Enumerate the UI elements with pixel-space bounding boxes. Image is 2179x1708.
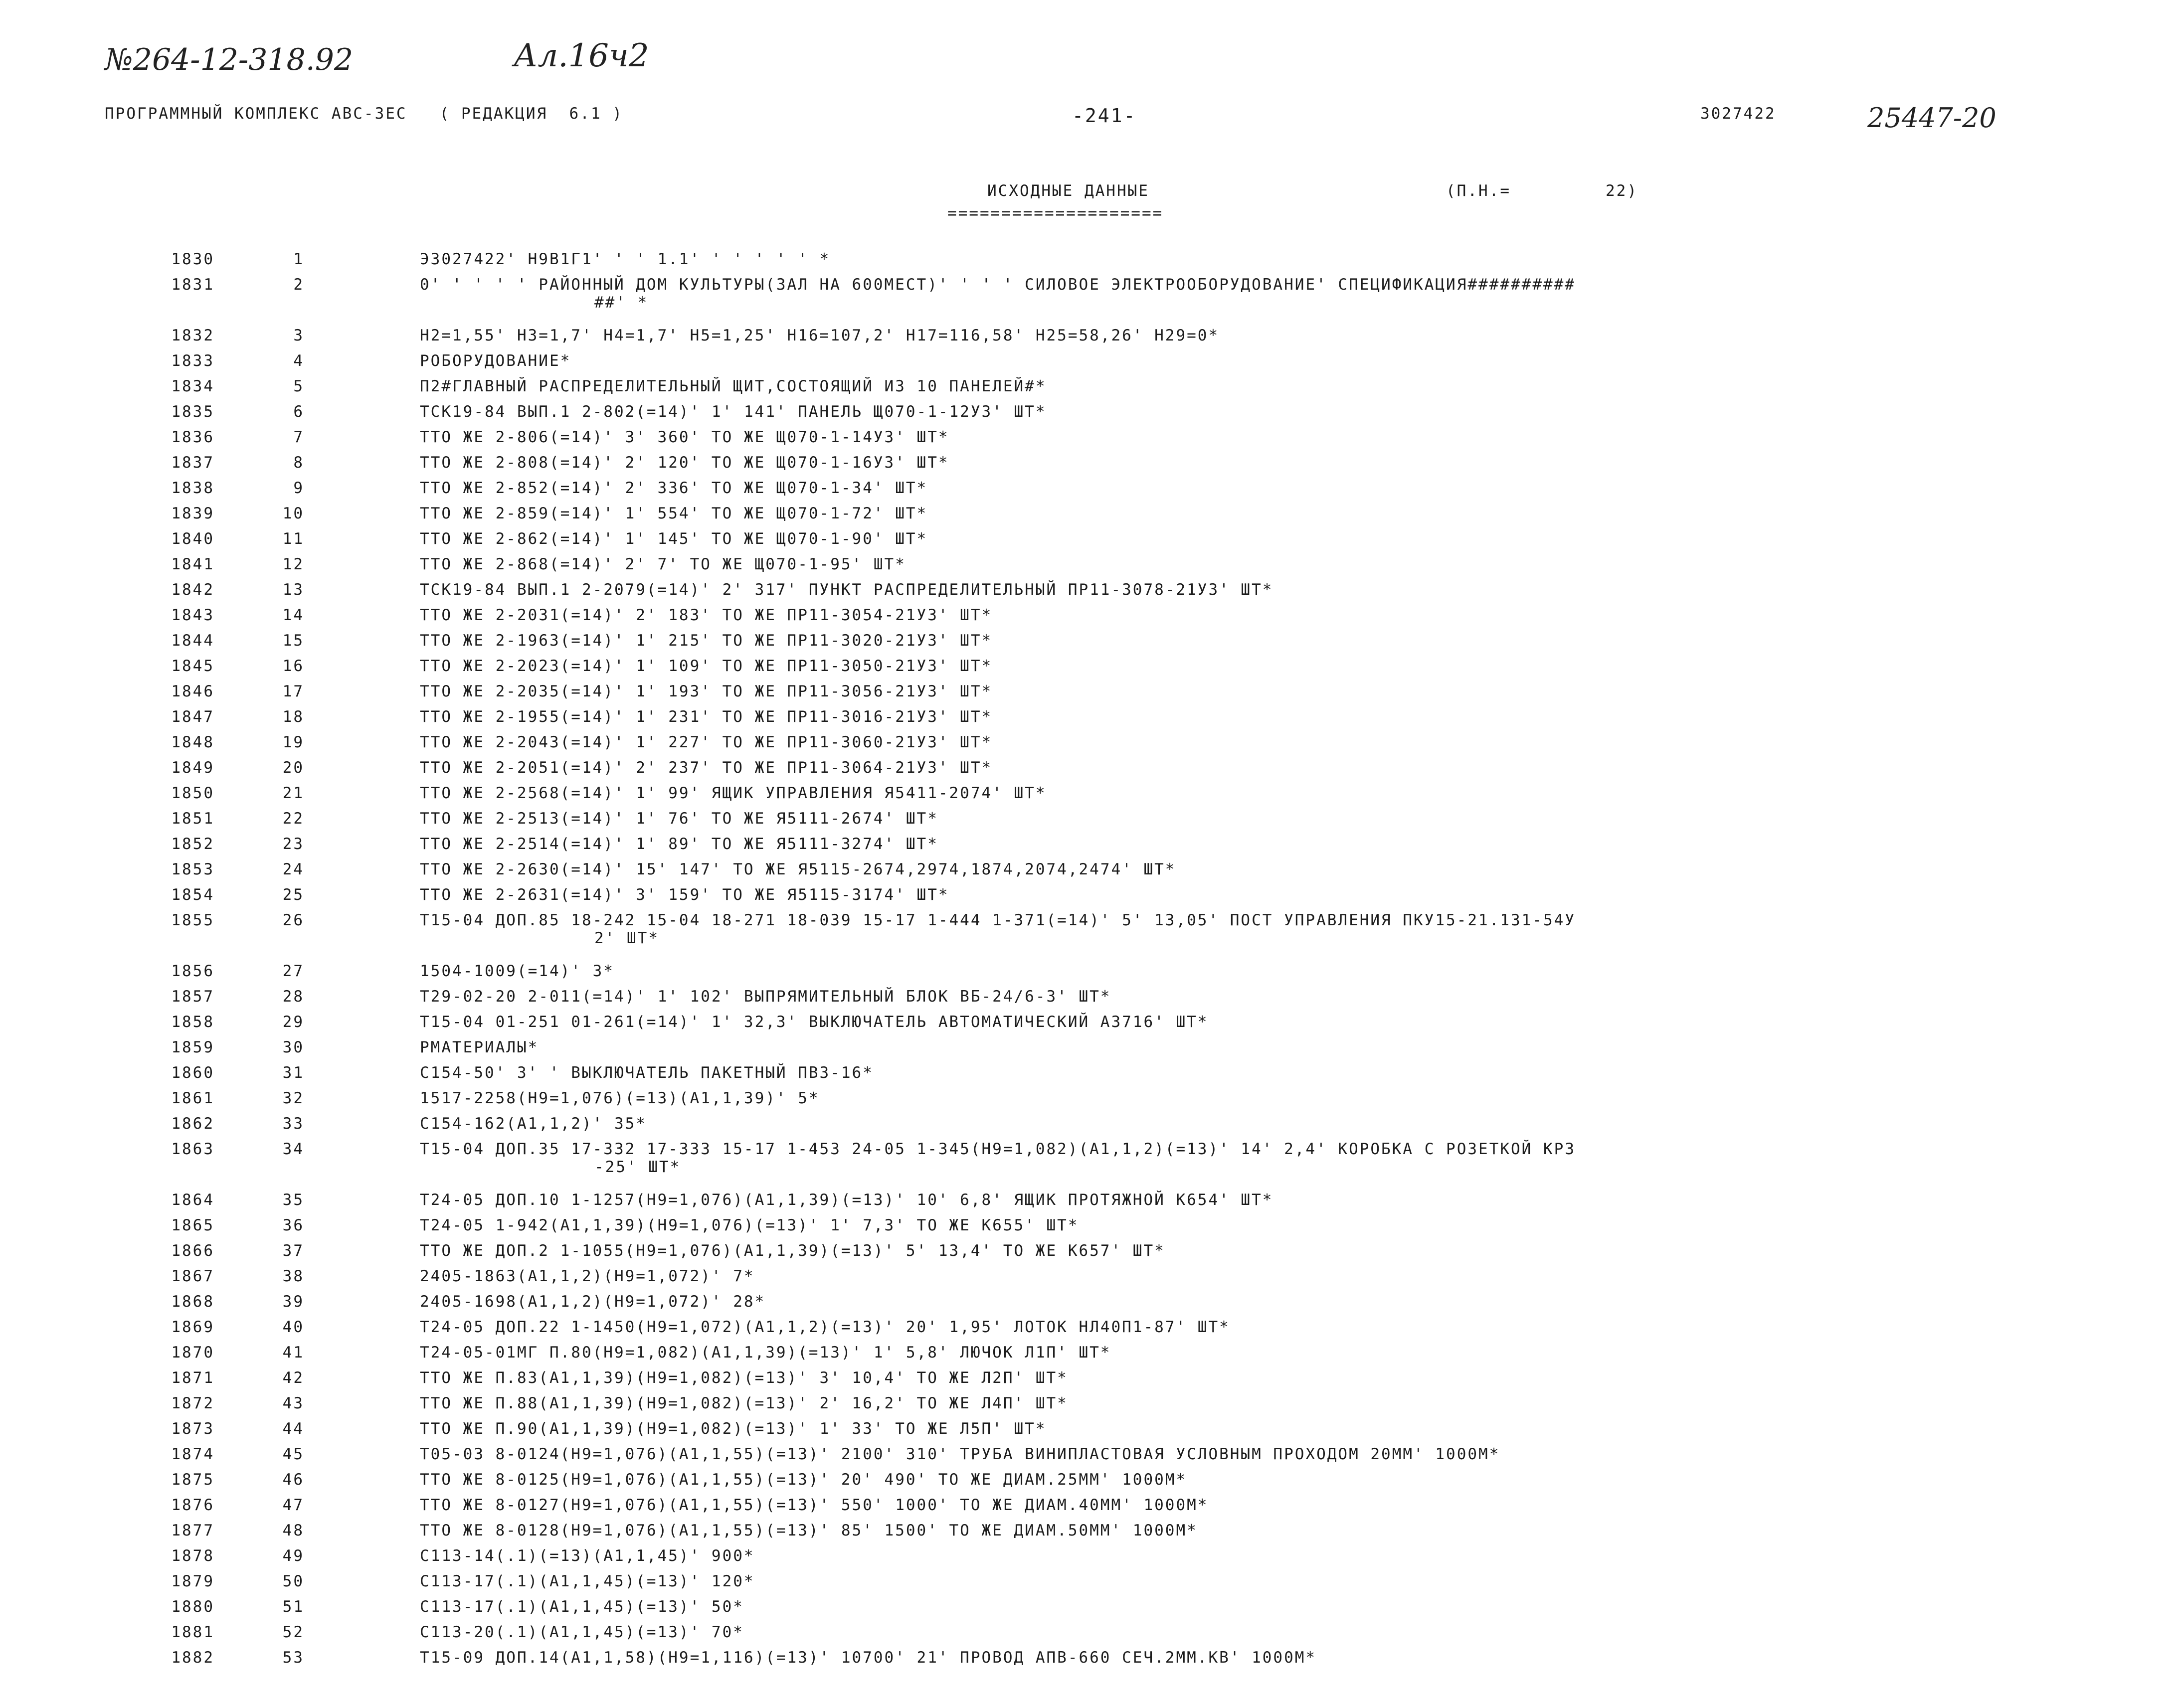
sequence-number: 4 (293, 352, 304, 370)
sequence-number: 21 (282, 784, 304, 802)
record-text (420, 1267, 2065, 1285)
sequence-number: 12 (282, 555, 304, 573)
listing-row (0, 784, 2179, 810)
listing-row (0, 860, 2179, 886)
record-text (420, 1089, 2065, 1107)
record-text (420, 759, 2065, 777)
line-number: 1842 (171, 581, 214, 599)
listing-row (0, 708, 2179, 733)
record-text-main: ТТО ЖЕ 2-2513(=14)' 1' 76' ТО ЖЕ Я5111-2674' ШТ* (420, 810, 938, 828)
listing-row (0, 1344, 2179, 1369)
listing-row (0, 886, 2179, 911)
record-text-continuation: -25' ШТ* (594, 1158, 681, 1176)
line-number: 1863 (171, 1140, 214, 1158)
listing-row (0, 1318, 2179, 1344)
line-number: 1859 (171, 1038, 214, 1056)
record-text (420, 835, 2065, 853)
line-number: 1877 (171, 1522, 214, 1539)
line-number: 1869 (171, 1318, 214, 1336)
line-number: 1860 (171, 1064, 214, 1082)
record-text-main: ТТО ЖЕ 2-862(=14)' 1' 145' ТО ЖЕ Щ070-1-90' ШТ* (420, 530, 928, 548)
line-number: 1844 (171, 632, 214, 650)
sequence-number: 14 (282, 606, 304, 624)
record-text-main: ТТО ЖЕ 2-2035(=14)' 1' 193' ТО ЖЕ ПР11-3056-21У3' ШТ* (420, 683, 993, 700)
record-text (420, 911, 2065, 947)
handwritten-doc-code: №264-12-318.92 (105, 42, 354, 77)
record-text-main: РМАТЕРИАЛЫ* (420, 1038, 539, 1056)
record-text (420, 1369, 2065, 1387)
line-number: 1873 (171, 1420, 214, 1438)
line-number: 1865 (171, 1216, 214, 1234)
listing-row (0, 1471, 2179, 1496)
line-number: 1879 (171, 1572, 214, 1590)
record-text (420, 708, 2065, 726)
listing-row (0, 1547, 2179, 1572)
line-number: 1858 (171, 1013, 214, 1031)
record-text (420, 428, 2065, 446)
listing-row (0, 1649, 2179, 1674)
record-text-main: С154-50' 3' ' ВЫКЛЮЧАТЕЛЬ ПАКЕТНЫЙ ПВ3-16* (420, 1064, 874, 1082)
listing-row (0, 1115, 2179, 1140)
record-text-main: 2405-1698(А1,1,2)(Н9=1,072)' 28* (420, 1293, 766, 1311)
record-text-main: С113-17(.1)(А1,1,45)(=13)' 50* (420, 1598, 744, 1616)
sequence-number: 31 (282, 1064, 304, 1082)
line-number: 1845 (171, 657, 214, 675)
page-ref-value: 22) (1606, 182, 1638, 200)
listing-row (0, 530, 2179, 555)
sequence-number: 42 (282, 1369, 304, 1387)
line-number: 1841 (171, 555, 214, 573)
sequence-number: 49 (282, 1547, 304, 1565)
sequence-number: 33 (282, 1115, 304, 1133)
record-text-main: Т15-04 ДОП.85 18-242 15-04 18-271 18-039 15-17 1-444 1-371(=14)' 5' 13,05' ПОСТ УПРАВЛЕНИЯ ПКУ15-21.131-54У (420, 911, 1576, 929)
listing-row (0, 581, 2179, 606)
listing-row (0, 505, 2179, 530)
sequence-number: 36 (282, 1216, 304, 1234)
record-text-main: ТТО ЖЕ 2-2043(=14)' 1' 227' ТО ЖЕ ПР11-3060-21У3' ШТ* (420, 733, 993, 751)
record-text (420, 1293, 2065, 1311)
listing-row (0, 1496, 2179, 1522)
listing-row (0, 403, 2179, 428)
record-text (420, 327, 2065, 344)
record-text-main: 2405-1863(А1,1,2)(Н9=1,072)' 7* (420, 1267, 755, 1285)
record-text-main: С113-14(.1)(=13)(А1,1,45)' 900* (420, 1547, 755, 1565)
listing-row (0, 1242, 2179, 1267)
listing-row (0, 1420, 2179, 1445)
line-number: 1838 (171, 479, 214, 497)
listing-row (0, 632, 2179, 657)
record-text (420, 1420, 2065, 1438)
line-number: 1848 (171, 733, 214, 751)
line-number: 1856 (171, 962, 214, 980)
listing-row (0, 1522, 2179, 1547)
record-text-main: ТТО ЖЕ 2-808(=14)' 2' 120' ТО ЖЕ Щ070-1-16У3' ШТ* (420, 454, 949, 472)
line-number: 1847 (171, 708, 214, 726)
record-text (420, 1318, 2065, 1336)
line-number: 1849 (171, 759, 214, 777)
listing-row (0, 1216, 2179, 1242)
line-number: 1851 (171, 810, 214, 828)
sequence-number: 25 (282, 886, 304, 904)
sequence-number: 45 (282, 1445, 304, 1463)
record-text-main: Т15-09 ДОП.14(А1,1,58)(Н9=1,116)(=13)' 10700' 21' ПРОВОД АПВ-660 СЕЧ.2ММ.КВ' 1000М* (420, 1649, 1317, 1667)
record-text-main: ТТО ЖЕ 2-2023(=14)' 1' 109' ТО ЖЕ ПР11-3050-21У3' ШТ* (420, 657, 993, 675)
line-number: 1835 (171, 403, 214, 421)
record-text (420, 1623, 2065, 1641)
sequence-number: 16 (282, 657, 304, 675)
record-text (420, 886, 2065, 904)
sequence-number: 8 (293, 454, 304, 472)
sequence-number: 27 (282, 962, 304, 980)
record-text (420, 988, 2065, 1006)
listing-row (0, 1064, 2179, 1089)
sequence-number: 13 (282, 581, 304, 599)
line-number: 1850 (171, 784, 214, 802)
record-text (420, 962, 2065, 980)
record-text-main: Э3027422' Н9В1Г1' ' ' 1.1' ' ' ' ' ' * (420, 250, 831, 268)
line-number: 1832 (171, 327, 214, 344)
listing-row (0, 683, 2179, 708)
record-text (420, 683, 2065, 700)
line-number: 1867 (171, 1267, 214, 1285)
record-text-main: ТСК19-84 ВЫП.1 2-802(=14)' 1' 141' ПАНЕЛЬ Щ070-1-12У3' ШТ* (420, 403, 1047, 421)
record-text-main: ТТО ЖЕ 8-0125(Н9=1,076)(А1,1,55)(=13)' 20' 490' ТО ЖЕ ДИАМ.25ММ' 1000М* (420, 1471, 1187, 1489)
line-number: 1839 (171, 505, 214, 522)
record-text (420, 1344, 2065, 1362)
record-text (420, 1522, 2065, 1539)
sequence-number: 10 (282, 505, 304, 522)
listing-row (0, 555, 2179, 581)
record-text (420, 555, 2065, 573)
listing-row (0, 1013, 2179, 1038)
sequence-number: 43 (282, 1394, 304, 1412)
listing-row (0, 1140, 2179, 1191)
line-number: 1864 (171, 1191, 214, 1209)
sequence-number: 24 (282, 860, 304, 878)
listing-row (0, 988, 2179, 1013)
listing-row (0, 1445, 2179, 1471)
listing-row (0, 810, 2179, 835)
listing-row (0, 250, 2179, 276)
listing-row (0, 454, 2179, 479)
handwritten-page-code: 25447-20 (1867, 102, 1997, 134)
line-number: 1852 (171, 835, 214, 853)
sequence-number: 46 (282, 1471, 304, 1489)
record-text (420, 1572, 2065, 1590)
listing-row (0, 606, 2179, 632)
line-number: 1881 (171, 1623, 214, 1641)
sequence-number: 35 (282, 1191, 304, 1209)
record-text (420, 581, 2065, 599)
record-text-main: Т29-02-20 2-011(=14)' 1' 102' ВЫПРЯМИТЕЛЬНЫЙ БЛОК ВБ-24/6-3' ШТ* (420, 988, 1111, 1006)
record-text-main: П2#ГЛАВНЫЙ РАСПРЕДЕЛИТЕЛЬНЫЙ ЩИТ,СОСТОЯЩИЙ ИЗ 10 ПАНЕЛЕЙ#* (420, 377, 1047, 395)
record-text (420, 1649, 2065, 1667)
listing-row (0, 1369, 2179, 1394)
record-text (420, 1394, 2065, 1412)
record-text-main: ТТО ЖЕ П.83(А1,1,39)(Н9=1,082)(=13)' 3' 10,4' ТО ЖЕ Л2П' ШТ* (420, 1369, 1068, 1387)
sequence-number: 18 (282, 708, 304, 726)
line-number: 1866 (171, 1242, 214, 1260)
listing-row (0, 276, 2179, 327)
record-text-main: С154-162(А1,1,2)' 35* (420, 1115, 647, 1133)
sequence-number: 19 (282, 733, 304, 751)
record-text (420, 276, 2065, 312)
line-number: 1831 (171, 276, 214, 294)
record-text (420, 1038, 2065, 1056)
record-text-main: ТТО ЖЕ 2-852(=14)' 2' 336' ТО ЖЕ Щ070-1-34' ШТ* (420, 479, 928, 497)
sequence-number: 28 (282, 988, 304, 1006)
section-title: ИСХОДНЫЕ ДАННЫЕ (987, 182, 1149, 200)
sequence-number: 20 (282, 759, 304, 777)
sequence-number: 34 (282, 1140, 304, 1158)
sequence-number: 2 (293, 276, 304, 294)
record-text-main: ТТО ЖЕ 2-2631(=14)' 3' 159' ТО ЖЕ Я5115-3174' ШТ* (420, 886, 949, 904)
record-text (420, 1496, 2065, 1514)
sequence-number: 48 (282, 1522, 304, 1539)
record-text (420, 810, 2065, 828)
record-text-main: 1504-1009(=14)' 3* (420, 962, 614, 980)
page-number: -241- (1072, 105, 1137, 127)
listing-row (0, 1267, 2179, 1293)
record-text (420, 250, 2065, 268)
line-number: 1882 (171, 1649, 214, 1667)
listing-row (0, 962, 2179, 988)
record-text (420, 1598, 2065, 1616)
record-text (420, 1013, 2065, 1031)
listing-row (0, 377, 2179, 403)
listing-row (0, 479, 2179, 505)
record-text-main: ТТО ЖЕ ДОП.2 1-1055(Н9=1,076)(А1,1,39)(=13)' 5' 13,4' ТО ЖЕ К657' ШТ* (420, 1242, 1165, 1260)
record-text (420, 505, 2065, 522)
sequence-number: 17 (282, 683, 304, 700)
record-text (420, 1445, 2065, 1463)
record-text-main: 1517-2258(Н9=1,076)(=13)(А1,1,39)' 5* (420, 1089, 820, 1107)
record-text (420, 1471, 2065, 1489)
record-text-continuation: 2' ШТ* (594, 929, 659, 947)
line-number: 1840 (171, 530, 214, 548)
line-number: 1855 (171, 911, 214, 929)
sequence-number: 38 (282, 1267, 304, 1285)
listing-row (0, 1293, 2179, 1318)
line-number: 1862 (171, 1115, 214, 1133)
line-number: 1836 (171, 428, 214, 446)
record-text-main: ТТО ЖЕ 8-0128(Н9=1,076)(А1,1,55)(=13)' 85' 1500' ТО ЖЕ ДИАМ.50ММ' 1000М* (420, 1522, 1198, 1539)
record-text-main: ТТО ЖЕ 2-2630(=14)' 15' 147' ТО ЖЕ Я5115-2674,2974,1874,2074,2474' ШТ* (420, 860, 1176, 878)
record-text-main: ТТО ЖЕ 2-806(=14)' 3' 360' ТО ЖЕ Щ070-1-14У3' ШТ* (420, 428, 949, 446)
line-number: 1880 (171, 1598, 214, 1616)
sequence-number: 26 (282, 911, 304, 929)
line-number: 1871 (171, 1369, 214, 1387)
line-number: 1875 (171, 1471, 214, 1489)
sequence-number: 40 (282, 1318, 304, 1336)
doc-number: 3027422 (1700, 105, 1776, 123)
record-text-main: ТТО ЖЕ 8-0127(Н9=1,076)(А1,1,55)(=13)' 550' 1000' ТО ЖЕ ДИАМ.40ММ' 1000М* (420, 1496, 1209, 1514)
listing-rows (0, 250, 2179, 1674)
record-text (420, 377, 2065, 395)
record-text-main: ТТО ЖЕ 2-1955(=14)' 1' 231' ТО ЖЕ ПР11-3016-21У3' ШТ* (420, 708, 993, 726)
record-text (420, 606, 2065, 624)
line-number: 1878 (171, 1547, 214, 1565)
record-text (420, 352, 2065, 370)
record-text-main: Н2=1,55' Н3=1,7' Н4=1,7' Н5=1,25' Н16=107,2' Н17=116,58' Н25=58,26' Н29=0* (420, 327, 1220, 344)
listing-row (0, 759, 2179, 784)
record-text-main: ТТО ЖЕ 2-2514(=14)' 1' 89' ТО ЖЕ Я5111-3274' ШТ* (420, 835, 938, 853)
line-number: 1876 (171, 1496, 214, 1514)
sequence-number: 1 (293, 250, 304, 268)
listing-row (0, 657, 2179, 683)
record-text (420, 657, 2065, 675)
sequence-number: 22 (282, 810, 304, 828)
sequence-number: 30 (282, 1038, 304, 1056)
record-text-main: ТСК19-84 ВЫП.1 2-2079(=14)' 2' 317' ПУНКТ РАСПРЕДЕЛИТЕЛЬНЫЙ ПР11-3078-21У3' ШТ* (420, 581, 1273, 599)
record-text (420, 1064, 2065, 1082)
line-number: 1874 (171, 1445, 214, 1463)
sequence-number: 15 (282, 632, 304, 650)
record-text-main: Т24-05 ДОП.22 1-1450(Н9=1,072)(А1,1,2)(=13)' 20' 1,95' ЛОТОК НЛ40П1-87' ШТ* (420, 1318, 1230, 1336)
line-number: 1834 (171, 377, 214, 395)
record-text (420, 733, 2065, 751)
listing-row (0, 1089, 2179, 1115)
sequence-number: 41 (282, 1344, 304, 1362)
line-number: 1846 (171, 683, 214, 700)
record-text (420, 784, 2065, 802)
program-header: ПРОГРАММНЫЙ КОМПЛЕКС АВС-3ЕС ( РЕДАКЦИЯ 6.1 ) (105, 105, 623, 123)
sequence-number: 29 (282, 1013, 304, 1031)
listing-row (0, 835, 2179, 860)
sequence-number: 44 (282, 1420, 304, 1438)
record-text (420, 632, 2065, 650)
record-text (420, 403, 2065, 421)
record-text-main: 0' ' ' ' ' РАЙОННЫЙ ДОМ КУЛЬТУРЫ(ЗАЛ НА 600МЕСТ)' ' ' ' СИЛОВОЕ ЭЛЕКТРООБОРУДОВАНИЕ' СПЕЦИФИКАЦИЯ########## (420, 276, 1576, 294)
sequence-number: 5 (293, 377, 304, 395)
listing-row (0, 911, 2179, 962)
line-number: 1837 (171, 454, 214, 472)
line-number: 1868 (171, 1293, 214, 1311)
record-text (420, 860, 2065, 878)
record-text-main: С113-17(.1)(А1,1,45)(=13)' 120* (420, 1572, 755, 1590)
record-text-main: ТТО ЖЕ 2-859(=14)' 1' 554' ТО ЖЕ Щ070-1-72' ШТ* (420, 505, 928, 522)
record-text-main: ТТО ЖЕ 2-868(=14)' 2' 7' ТО ЖЕ Щ070-1-95' ШТ* (420, 555, 906, 573)
sequence-number: 37 (282, 1242, 304, 1260)
page-ref-label: (П.Н.= (1446, 182, 1511, 200)
record-text-main: ТТО ЖЕ 2-2051(=14)' 2' 237' ТО ЖЕ ПР11-3064-21У3' ШТ* (420, 759, 993, 777)
listing-row (0, 1394, 2179, 1420)
record-text (420, 1216, 2065, 1234)
line-number: 1843 (171, 606, 214, 624)
record-text-main: Т05-03 8-0124(Н9=1,076)(А1,1,55)(=13)' 2100' 310' ТРУБА ВИНИПЛАСТОВАЯ УСЛОВНЫМ ПРОХОДОМ 20ММ' 1000М* (420, 1445, 1500, 1463)
listing-row (0, 352, 2179, 377)
line-number: 1861 (171, 1089, 214, 1107)
record-text-main: Т15-04 01-251 01-261(=14)' 1' 32,3' ВЫКЛЮЧАТЕЛЬ АВТОМАТИЧЕСКИЙ А3716' ШТ* (420, 1013, 1209, 1031)
line-number: 1872 (171, 1394, 214, 1412)
sequence-number: 7 (293, 428, 304, 446)
record-text-main: ТТО ЖЕ П.90(А1,1,39)(Н9=1,082)(=13)' 1' 33' ТО ЖЕ Л5П' ШТ* (420, 1420, 1047, 1438)
listing-row (0, 1623, 2179, 1649)
sequence-number: 23 (282, 835, 304, 853)
sequence-number: 51 (282, 1598, 304, 1616)
line-number: 1854 (171, 886, 214, 904)
record-text-main: Т24-05 ДОП.10 1-1257(Н9=1,076)(А1,1,39)(=13)' 10' 6,8' ЯЩИК ПРОТЯЖНОЙ К654' ШТ* (420, 1191, 1273, 1209)
line-number: 1870 (171, 1344, 214, 1362)
listing-row (0, 327, 2179, 352)
sequence-number: 3 (293, 327, 304, 344)
line-number: 1853 (171, 860, 214, 878)
record-text-main: Т15-04 ДОП.35 17-332 17-333 15-17 1-453 24-05 1-345(Н9=1,082)(А1,1,2)(=13)' 14' 2,4' КОРОБКА С РОЗЕТКОЙ КР3 (420, 1140, 1576, 1158)
sequence-number: 52 (282, 1623, 304, 1641)
record-text-continuation: ##' * (594, 294, 649, 312)
sequence-number: 32 (282, 1089, 304, 1107)
listing-row (0, 1598, 2179, 1623)
sequence-number: 9 (293, 479, 304, 497)
listing-row (0, 733, 2179, 759)
section-title-underline: ==================== (947, 204, 1164, 222)
record-text-main: ТТО ЖЕ 2-2568(=14)' 1' 99' ЯЩИК УПРАВЛЕНИЯ Я5411-2074' ШТ* (420, 784, 1047, 802)
record-text-main: ТТО ЖЕ П.88(А1,1,39)(Н9=1,082)(=13)' 2' 16,2' ТО ЖЕ Л4П' ШТ* (420, 1394, 1068, 1412)
record-text (420, 1547, 2065, 1565)
record-text-main: ТТО ЖЕ 2-2031(=14)' 2' 183' ТО ЖЕ ПР11-3054-21У3' ШТ* (420, 606, 993, 624)
record-text (420, 479, 2065, 497)
record-text-main: Т24-05 1-942(А1,1,39)(Н9=1,076)(=13)' 1' 7,3' ТО ЖЕ К655' ШТ* (420, 1216, 1079, 1234)
record-text (420, 530, 2065, 548)
record-text-main: С113-20(.1)(А1,1,45)(=13)' 70* (420, 1623, 744, 1641)
record-text-main: Т24-05-01МГ П.80(Н9=1,082)(А1,1,39)(=13)' 1' 5,8' ЛЮЧОК Л1П' ШТ* (420, 1344, 1111, 1362)
listing-row (0, 1038, 2179, 1064)
record-text (420, 454, 2065, 472)
sequence-number: 50 (282, 1572, 304, 1590)
line-number: 1857 (171, 988, 214, 1006)
listing-row (0, 1572, 2179, 1598)
line-number: 1830 (171, 250, 214, 268)
sequence-number: 47 (282, 1496, 304, 1514)
line-number: 1833 (171, 352, 214, 370)
sequence-number: 39 (282, 1293, 304, 1311)
record-text (420, 1140, 2065, 1176)
record-text-main: РОБОРУДОВАНИЕ* (420, 352, 571, 370)
handwritten-album-number: Ал.16ч2 (514, 37, 649, 74)
record-text (420, 1242, 2065, 1260)
sequence-number: 11 (282, 530, 304, 548)
listing-row (0, 1191, 2179, 1216)
record-text (420, 1191, 2065, 1209)
sequence-number: 53 (282, 1649, 304, 1667)
record-text (420, 1115, 2065, 1133)
listing-row (0, 428, 2179, 454)
record-text-main: ТТО ЖЕ 2-1963(=14)' 1' 215' ТО ЖЕ ПР11-3020-21У3' ШТ* (420, 632, 993, 650)
sequence-number: 6 (293, 403, 304, 421)
